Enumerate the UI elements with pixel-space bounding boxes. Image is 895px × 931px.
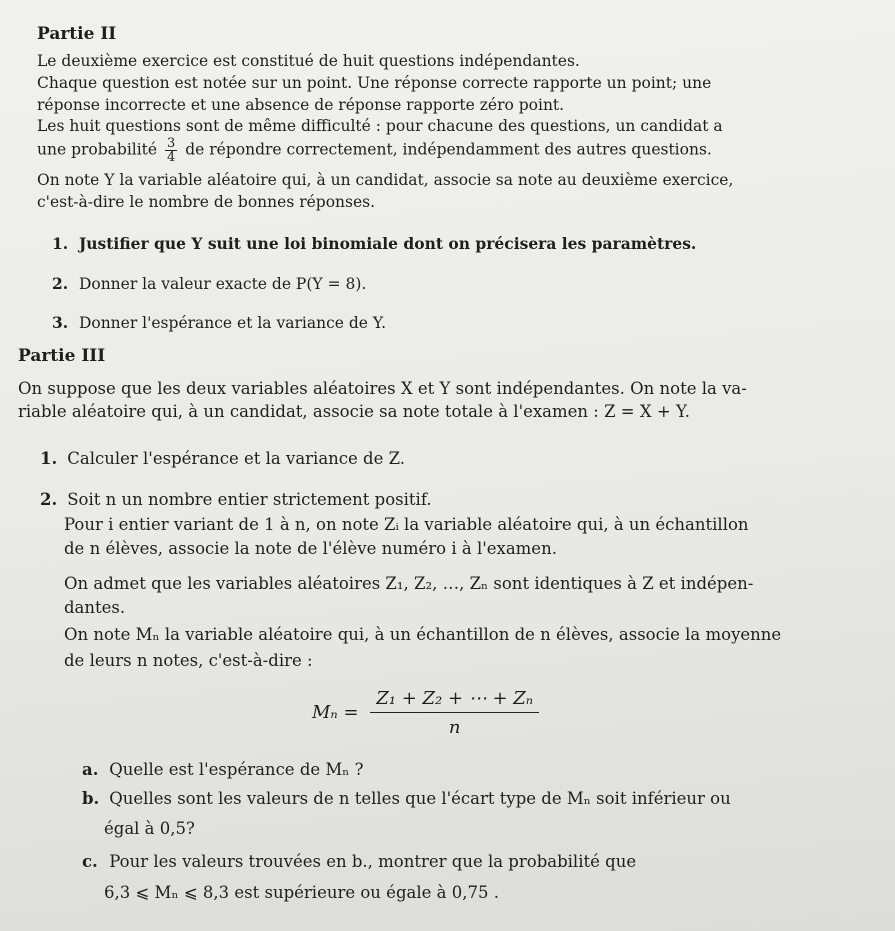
paragraph-line: Pour i entier variant de 1 à n, on note Zᵢ la variable aléatoire qui, à un échantillon: [64, 515, 749, 534]
sub-question-letter: a.: [82, 760, 99, 779]
partie-2-title: Partie II: [37, 24, 117, 44]
probability-text-before: une probabilité: [37, 140, 158, 159]
sub-question-continuation: égal à 0,5?: [104, 819, 195, 838]
sub-question-item: [82, 760, 364, 779]
sub-question-item: [82, 852, 636, 871]
sub-question-text: Quelle est l'espérance de Mₙ ?: [109, 760, 364, 779]
question-item: [52, 234, 696, 253]
fraction-denominator: 4: [167, 150, 176, 165]
question-item: [40, 449, 405, 468]
sub-question-letter: b.: [82, 789, 100, 808]
sub-question-letter: c.: [82, 852, 98, 871]
partie-3-intro-line: riable aléatoire qui, à un candidat, associe sa note totale à l'examen : Z = X + Y.: [18, 402, 690, 421]
paragraph-line: On note Mₙ la variable aléatoire qui, à un échantillon de n élèves, associe la moyenne: [64, 625, 782, 644]
question-item: [40, 490, 432, 509]
formula-numerator: Z₁ + Z₂ + ⋯ + Zₙ: [370, 688, 539, 713]
mean-formula: [312, 688, 539, 738]
question-item: [52, 274, 366, 293]
question-text: Donner l'espérance et la variance de Y.: [78, 314, 387, 332]
question-text: Donner la valeur exacte de P(Y = 8).: [78, 275, 367, 293]
paragraph-line: On admet que les variables aléatoires Z₁, Z₂, …, Zₙ sont identiques à Z et indépen-: [64, 574, 754, 593]
probability-text-after: de répondre correctement, indépendamment des autres questions.: [185, 140, 712, 159]
partie-3-title: Partie III: [18, 346, 106, 366]
sub-question-item: [82, 789, 731, 808]
question-text: Calculer l'espérance et la variance de Z.: [67, 449, 406, 468]
partie-2-intro-line: On note Y la variable aléatoire qui, à un candidat, associe sa note au deuxième exercice,: [37, 171, 734, 189]
sub-question-text: Quelles sont les valeurs de n telles que l'écart type de Mₙ soit inférieur ou: [109, 789, 731, 808]
partie-2-intro-line: Le deuxième exercice est constitué de huit questions indépendantes.: [37, 52, 580, 70]
partie-2-intro-line: Chaque question est notée sur un point. Une réponse correcte rapporte un point; une: [37, 74, 712, 92]
question-number: 1.: [40, 449, 58, 468]
formula-lhs: Mₙ =: [312, 702, 359, 723]
partie-2-intro-line: réponse incorrecte et une absence de réponse rapporte zéro point.: [37, 96, 565, 114]
question-number: 2.: [52, 274, 69, 293]
probability-fraction: [165, 137, 177, 164]
partie-2-intro-line: Les huit questions sont de même difficulté : pour chacune des questions, un candidat a: [37, 117, 723, 135]
paragraph-line: de leurs n notes, c'est-à-dire :: [64, 651, 313, 670]
fraction-numerator: 3: [167, 136, 176, 151]
question-text: Justifier que Y suit une loi binomiale dont on précisera les paramètres.: [78, 234, 697, 253]
question-item: [52, 313, 386, 332]
formula-denominator: n: [448, 717, 461, 738]
sub-question-continuation: 6,3 ⩽ Mₙ ⩽ 8,3 est supérieure ou égale à 0,75 .: [104, 883, 499, 902]
paragraph-line: de n élèves, associe la note de l'élève numéro i à l'examen.: [64, 539, 557, 558]
question-text: Soit n un nombre entier strictement positif.: [67, 490, 432, 509]
paragraph-line: dantes.: [64, 598, 126, 617]
sub-question-text: Pour les valeurs trouvées en b., montrer que la probabilité que: [109, 852, 637, 871]
question-number: 3.: [52, 313, 69, 332]
formula-fraction: [370, 688, 539, 738]
question-number: 1.: [52, 234, 69, 253]
probability-line: [37, 137, 712, 164]
partie-3-intro-line: On suppose que les deux variables aléatoires X et Y sont indépendantes. On note la va-: [18, 379, 747, 398]
question-number: 2.: [40, 490, 58, 509]
partie-2-intro-line: c'est-à-dire le nombre de bonnes réponses.: [37, 193, 376, 211]
